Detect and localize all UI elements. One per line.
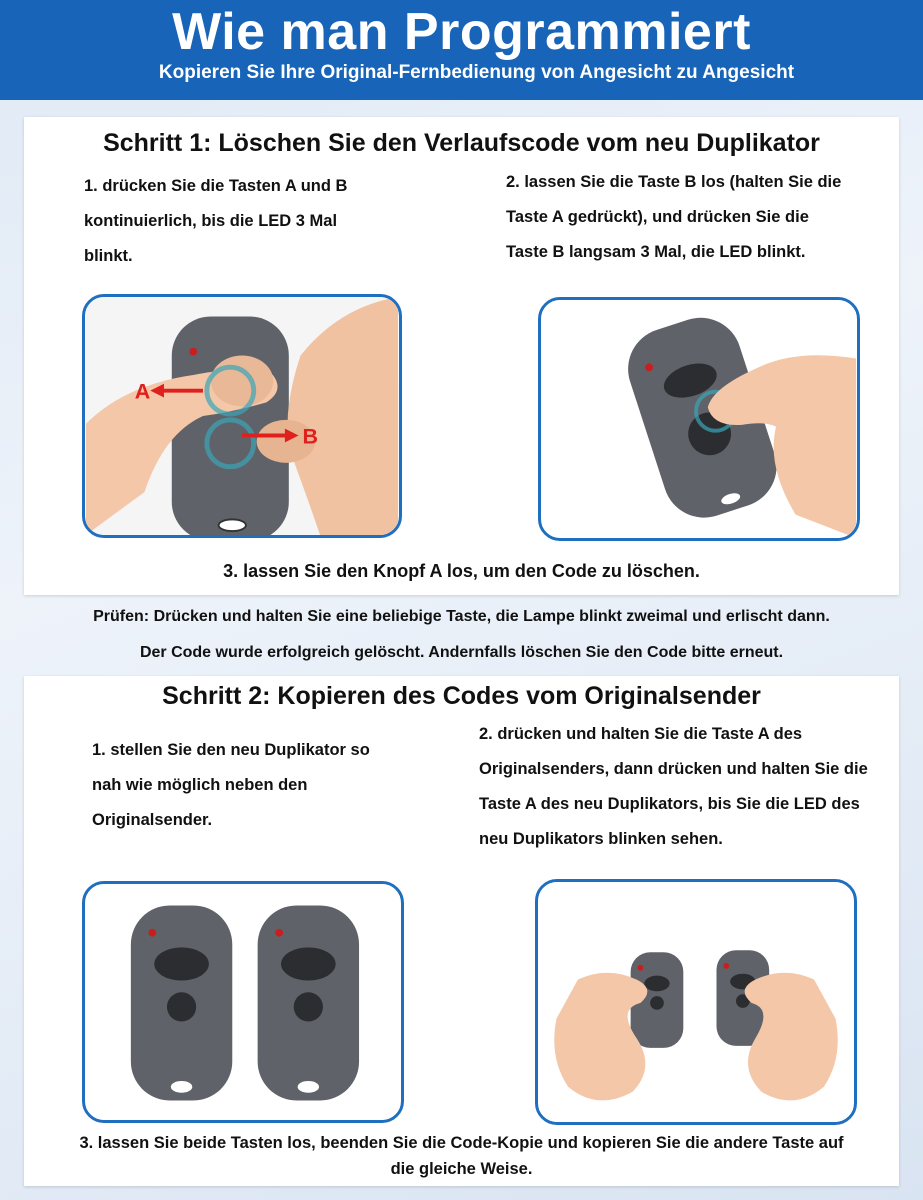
instruction-line: Taste B langsam 3 Mal, die LED blinkt. (506, 243, 806, 261)
step2-card (24, 676, 899, 1186)
step1-instruction3: 3. lassen Sie den Knopf A los, um den Code zu löschen. (223, 561, 700, 581)
instruction-line: 2. drücken und halten Sie die Taste A des (479, 725, 803, 743)
remote-hand-illustration (85, 297, 399, 535)
step2-instruction1 (92, 733, 370, 838)
step1-instruction1 (84, 169, 347, 274)
photo-hands-remotes (535, 879, 857, 1125)
hands-remotes-illustration (538, 882, 854, 1122)
instruction-line: Taste A gedrückt), und drücken Sie die (506, 208, 809, 226)
check-line-2: Der Code wurde erfolgreich gelöscht. Andernfalls löschen Sie den Code bitte erneut. (139, 644, 784, 661)
step2-title: Schritt 2: Kopieren des Codes vom Originalsender (162, 682, 761, 710)
step2-instruction2 (479, 717, 868, 857)
photo-two-remotes (82, 881, 404, 1123)
page-subtitle: Kopieren Sie Ihre Original-Fernbedienung von Angesicht zu Angesicht (158, 62, 795, 83)
header-banner (0, 0, 923, 100)
step1-instruction2 (506, 165, 841, 270)
instruction-line: Originalsender. (92, 811, 213, 829)
step1-title: Schritt 1: Löschen Sie den Verlaufscode vom neu Duplikator (103, 129, 820, 157)
step1-card (24, 117, 899, 595)
instruction-line: kontinuierlich, bis die LED 3 Mal (84, 212, 338, 230)
page-title: Wie man Programmiert (172, 3, 751, 61)
remote-hand-illustration (541, 300, 857, 538)
instruction-line: 1. drücken Sie die Tasten A und B (84, 177, 348, 195)
remote-control-icon (258, 905, 359, 1100)
label-a: A (134, 379, 151, 404)
instruction-line: 2. lassen Sie die Taste B los (halten Sie die (506, 173, 842, 191)
instruction-line: nah wie möglich neben den (92, 776, 308, 794)
check-line-1: Prüfen: Drücken und halten Sie eine beliebige Taste, die Lampe blinkt zweimal und erlischt dann. (93, 608, 830, 625)
step2-instruction3 (24, 1130, 899, 1182)
instruction-line: 3. lassen Sie beide Tasten los, beenden Sie die Code-Kopie und kopieren Sie die andere Taste auf (79, 1134, 844, 1152)
instruction-line: Taste A des neu Duplikators, bis Sie die LED des (479, 795, 860, 813)
led-icon (189, 348, 197, 356)
label-b: B (302, 424, 318, 449)
photo-press-a-b (82, 294, 402, 538)
instruction-line: 1. stellen Sie den neu Duplikator so (92, 741, 370, 759)
two-remotes-illustration (85, 884, 401, 1120)
instruction-line: Originalsenders, dann drücken und halten Sie die (479, 760, 868, 778)
instruction-line: neu Duplikators blinken sehen. (479, 830, 723, 848)
instruction-line: blinkt. (84, 247, 133, 265)
instruction-line: die gleiche Weise. (390, 1160, 533, 1178)
remote-control-icon (131, 905, 232, 1100)
photo-press-b (538, 297, 860, 541)
